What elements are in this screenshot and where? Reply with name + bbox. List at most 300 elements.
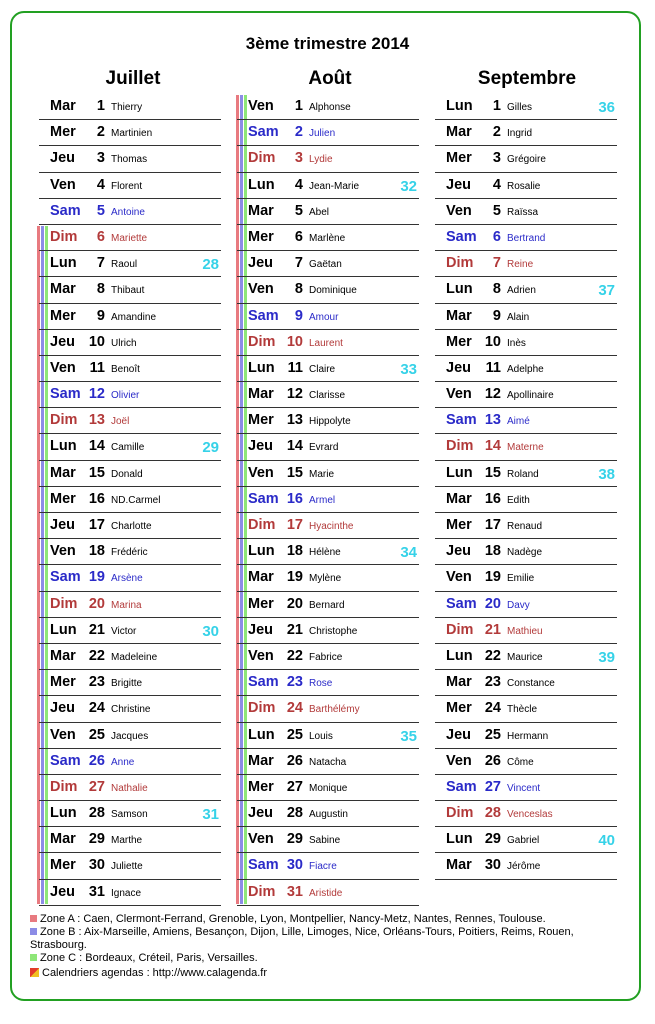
day-number: 23 bbox=[286, 674, 303, 691]
weekday-label: Ven bbox=[446, 202, 472, 219]
day-number: 20 bbox=[286, 595, 303, 612]
weekday-label: Ven bbox=[50, 176, 76, 193]
saint-name: Claire bbox=[309, 363, 336, 375]
day-number: 27 bbox=[484, 778, 501, 795]
day-row bbox=[435, 618, 617, 644]
weekday-label: Lun bbox=[446, 464, 473, 481]
saint-name: Donald bbox=[111, 468, 143, 480]
day-row bbox=[237, 94, 419, 120]
day-row bbox=[435, 120, 617, 146]
day-number: 4 bbox=[492, 176, 501, 193]
weekday-label: Sam bbox=[50, 569, 81, 586]
day-row bbox=[435, 644, 617, 670]
week-number: 39 bbox=[598, 648, 615, 666]
day-number: 2 bbox=[96, 124, 105, 141]
saint-name: Brigitte bbox=[111, 678, 143, 690]
weekday-label: Mar bbox=[446, 307, 472, 324]
day-row bbox=[237, 199, 419, 225]
day-row bbox=[435, 723, 617, 749]
day-row bbox=[237, 434, 419, 460]
day-row bbox=[435, 801, 617, 827]
day-row bbox=[435, 565, 617, 591]
saint-name: Ignace bbox=[111, 887, 142, 899]
saint-name: Julien bbox=[309, 128, 336, 140]
day-row bbox=[39, 199, 221, 225]
weekday-label: Sam bbox=[446, 595, 477, 612]
saint-name: Victor bbox=[111, 625, 137, 637]
day-row bbox=[39, 565, 221, 591]
weekday-label: Ven bbox=[248, 831, 274, 848]
saint-name: Frédéric bbox=[111, 547, 148, 559]
day-row bbox=[237, 120, 419, 146]
day-number: 6 bbox=[492, 228, 501, 245]
weekday-label: Ven bbox=[248, 647, 274, 664]
day-row bbox=[435, 173, 617, 199]
weekday-label: Lun bbox=[248, 359, 275, 376]
day-number: 24 bbox=[286, 700, 303, 717]
day-number: 10 bbox=[88, 333, 105, 350]
day-row bbox=[39, 330, 221, 356]
saint-name: Hélène bbox=[309, 547, 341, 559]
weekday-label: Sam bbox=[248, 124, 279, 141]
weekday-label: Ven bbox=[50, 359, 76, 376]
weekday-label: Lun bbox=[446, 98, 473, 114]
day-number: 7 bbox=[294, 255, 303, 272]
legend-zone-c bbox=[30, 952, 630, 965]
saint-name: Adrien bbox=[507, 285, 536, 297]
zone-a-text: Zone A : Caen, Clermont-Ferrand, Grenoble, Lyon, Montpellier, Nancy-Metz, Nantes, Rennes, Toulouse. bbox=[40, 913, 546, 925]
day-number: 11 bbox=[485, 359, 501, 376]
saint-name: Venceslas bbox=[507, 809, 553, 821]
week-number: 36 bbox=[598, 99, 615, 116]
saint-name: Adelphe bbox=[507, 363, 544, 375]
day-row bbox=[237, 539, 419, 565]
weekday-label: Jeu bbox=[248, 255, 273, 272]
saint-name: Amandine bbox=[111, 311, 157, 323]
saint-name: Marlène bbox=[309, 232, 346, 244]
day-number: 16 bbox=[484, 490, 501, 507]
day-number: 20 bbox=[484, 595, 501, 612]
weekday-label: Lun bbox=[446, 831, 473, 848]
weekday-label: Dim bbox=[446, 255, 474, 272]
weekday-label: Jeu bbox=[446, 176, 471, 193]
saint-name: Camille bbox=[111, 442, 145, 454]
day-number: 30 bbox=[484, 857, 501, 874]
saint-name: Gaëtan bbox=[309, 259, 342, 271]
day-row bbox=[237, 565, 419, 591]
day-row bbox=[435, 199, 617, 225]
weekday-label: Mar bbox=[50, 647, 76, 664]
zone-legend bbox=[30, 913, 630, 980]
weekday-label: Dim bbox=[446, 438, 474, 455]
saint-name: Nathalie bbox=[111, 782, 148, 794]
day-number: 31 bbox=[88, 883, 105, 900]
weekday-label: Mar bbox=[248, 752, 274, 769]
day-number: 13 bbox=[88, 412, 105, 429]
day-number: 3 bbox=[294, 150, 303, 167]
day-number: 24 bbox=[88, 700, 105, 717]
day-number: 22 bbox=[484, 647, 501, 664]
day-row bbox=[39, 487, 221, 513]
saint-name: Davy bbox=[507, 599, 530, 611]
saint-name: Grégoire bbox=[507, 154, 546, 166]
saint-name: Bernard bbox=[309, 599, 345, 611]
saint-name: Rosalie bbox=[507, 180, 541, 192]
saint-name: Clarisse bbox=[309, 390, 346, 402]
day-row bbox=[237, 749, 419, 775]
day-number: 17 bbox=[484, 517, 501, 533]
week-number: 29 bbox=[202, 439, 219, 457]
day-row bbox=[435, 408, 617, 434]
weekday-label: Mer bbox=[50, 307, 76, 324]
saint-name: Amour bbox=[309, 311, 339, 323]
day-row bbox=[237, 775, 419, 801]
legend-zone-a bbox=[30, 913, 630, 926]
weekday-label: Mer bbox=[248, 228, 274, 245]
week-number: 37 bbox=[598, 282, 615, 300]
day-row bbox=[435, 225, 617, 251]
day-number: 12 bbox=[88, 386, 105, 403]
day-number: 8 bbox=[294, 281, 303, 298]
saint-name: Mathieu bbox=[507, 625, 543, 637]
day-number: 8 bbox=[492, 281, 501, 298]
day-row bbox=[435, 592, 617, 618]
weekday-label: Lun bbox=[446, 281, 473, 298]
day-number: 2 bbox=[294, 124, 303, 141]
day-row bbox=[237, 251, 419, 277]
day-number: 18 bbox=[286, 543, 303, 560]
day-number: 16 bbox=[88, 490, 105, 507]
weekday-label: Mer bbox=[248, 595, 274, 612]
weekday-label: Sam bbox=[248, 857, 279, 874]
weekday-label: Sam bbox=[446, 778, 477, 795]
saint-name: Mylène bbox=[309, 573, 342, 585]
day-number: 13 bbox=[484, 412, 501, 429]
weekday-label: Ven bbox=[446, 386, 472, 403]
saint-name: Olivier bbox=[111, 390, 140, 402]
weekday-label: Jeu bbox=[248, 621, 273, 638]
zone-b-text: Zone B : Aix-Marseille, Amiens, Besançon, Dijon, Lille, Limoges, Nice, Orléans-Tours, Poitiers, Reims, Rouen, Strasbourg. bbox=[30, 926, 574, 951]
weekday-label: Sam bbox=[248, 490, 279, 507]
weekday-label: Dim bbox=[248, 333, 276, 350]
weekday-label: Mer bbox=[248, 778, 274, 795]
saint-name: Marie bbox=[309, 468, 335, 480]
day-row bbox=[237, 382, 419, 408]
day-row bbox=[237, 723, 419, 749]
day-row bbox=[237, 356, 419, 382]
saint-name: Jérôme bbox=[507, 861, 541, 873]
weekday-label: Lun bbox=[50, 621, 77, 638]
saint-name: Raïssa bbox=[507, 206, 539, 218]
day-number: 7 bbox=[492, 255, 501, 272]
day-row bbox=[237, 146, 419, 172]
day-row bbox=[237, 801, 419, 827]
saint-name: Materne bbox=[507, 442, 544, 454]
day-row bbox=[237, 487, 419, 513]
month-title-septembre: Septembre bbox=[477, 68, 577, 89]
day-number: 26 bbox=[286, 752, 303, 769]
weekday-label: Dim bbox=[50, 412, 78, 429]
day-row bbox=[237, 696, 419, 722]
saint-name: Fiacre bbox=[309, 861, 337, 873]
weekday-label: Ven bbox=[248, 98, 274, 114]
day-row bbox=[435, 434, 617, 460]
day-row bbox=[435, 146, 617, 172]
day-row bbox=[39, 461, 221, 487]
day-row bbox=[237, 277, 419, 303]
weekday-label: Mar bbox=[446, 857, 472, 874]
day-row bbox=[39, 853, 221, 879]
weekday-label: Ven bbox=[50, 543, 76, 560]
week-number: 31 bbox=[202, 806, 219, 824]
day-number: 11 bbox=[89, 359, 105, 376]
saint-name: Jacques bbox=[111, 730, 149, 742]
weekday-label: Jeu bbox=[248, 805, 273, 822]
weekday-label: Mar bbox=[446, 124, 472, 141]
saint-name: Benoît bbox=[111, 363, 140, 375]
weekday-label: Mar bbox=[50, 98, 76, 114]
day-row bbox=[435, 277, 617, 303]
weekday-label: Ven bbox=[446, 752, 472, 769]
day-number: 21 bbox=[88, 621, 105, 638]
day-number: 17 bbox=[88, 517, 105, 533]
day-row bbox=[39, 670, 221, 696]
day-number: 26 bbox=[88, 752, 105, 769]
saint-name: Florent bbox=[111, 180, 143, 192]
weekday-label: Mer bbox=[50, 490, 76, 507]
day-row bbox=[39, 827, 221, 853]
week-number: 32 bbox=[400, 177, 417, 195]
weekday-label: Mer bbox=[446, 150, 472, 167]
day-row bbox=[39, 146, 221, 172]
saint-name: Evrard bbox=[309, 442, 339, 454]
saint-name: Emilie bbox=[507, 573, 535, 585]
weekday-label: Mar bbox=[50, 464, 76, 481]
day-row bbox=[39, 173, 221, 199]
saint-name: Renaud bbox=[507, 521, 543, 532]
day-number: 18 bbox=[88, 543, 105, 560]
day-row bbox=[435, 461, 617, 487]
saint-name: Joël bbox=[111, 416, 130, 428]
weekday-label: Mar bbox=[248, 202, 274, 219]
week-number: 40 bbox=[598, 832, 615, 850]
weekday-label: Dim bbox=[50, 778, 78, 795]
month-title-aout: Août bbox=[308, 68, 352, 89]
weekday-label: Sam bbox=[248, 674, 279, 691]
day-row bbox=[39, 434, 221, 460]
day-number: 14 bbox=[286, 438, 303, 455]
saint-name: Roland bbox=[507, 468, 539, 480]
month-column-juillet bbox=[39, 94, 221, 906]
day-row bbox=[237, 461, 419, 487]
day-number: 4 bbox=[96, 176, 105, 193]
flag-icon bbox=[30, 968, 39, 977]
day-row bbox=[39, 304, 221, 330]
day-row bbox=[435, 853, 617, 879]
weekday-label: Lun bbox=[50, 255, 77, 272]
weekday-label: Ven bbox=[50, 726, 76, 743]
weekday-label: Mer bbox=[446, 517, 472, 533]
day-number: 19 bbox=[286, 569, 303, 586]
day-number: 31 bbox=[286, 883, 303, 900]
weekday-label: Mer bbox=[248, 412, 274, 429]
day-number: 4 bbox=[294, 176, 303, 193]
day-row bbox=[39, 539, 221, 565]
weekday-label: Mer bbox=[446, 333, 472, 350]
day-number: 24 bbox=[484, 700, 501, 717]
weekday-label: Sam bbox=[50, 202, 81, 219]
weekday-label: Mar bbox=[248, 569, 274, 586]
day-number: 28 bbox=[286, 805, 303, 822]
saint-name: Charlotte bbox=[111, 521, 152, 532]
saint-name: Hyacinthe bbox=[309, 521, 354, 532]
weekday-label: Ven bbox=[248, 464, 274, 481]
day-number: 12 bbox=[286, 386, 303, 403]
saint-name: Jean-Marie bbox=[309, 180, 360, 192]
saint-name: Raoul bbox=[111, 259, 138, 271]
site-link[interactable]: Calendriers agendas : http://www.calagenda.fr bbox=[42, 967, 268, 979]
day-number: 28 bbox=[484, 805, 501, 822]
saint-name: Marina bbox=[111, 599, 142, 611]
day-number: 18 bbox=[484, 543, 501, 560]
day-row bbox=[39, 356, 221, 382]
weekday-label: Mer bbox=[50, 674, 76, 691]
day-number: 6 bbox=[294, 228, 303, 245]
day-row bbox=[237, 670, 419, 696]
weekday-label: Mer bbox=[50, 124, 76, 141]
day-number: 25 bbox=[286, 726, 303, 743]
day-row bbox=[237, 225, 419, 251]
saint-name: Anne bbox=[111, 756, 135, 768]
day-row bbox=[237, 513, 419, 539]
weekday-label: Jeu bbox=[50, 333, 75, 350]
week-number: 35 bbox=[400, 727, 417, 745]
saint-name: Juliette bbox=[111, 861, 143, 873]
saint-name: Armel bbox=[309, 494, 336, 506]
day-row bbox=[237, 304, 419, 330]
day-number: 15 bbox=[286, 464, 303, 481]
day-number: 19 bbox=[88, 569, 105, 586]
day-row bbox=[435, 356, 617, 382]
day-number: 29 bbox=[484, 831, 501, 848]
day-number: 30 bbox=[286, 857, 303, 874]
saint-name: Thècle bbox=[507, 704, 538, 716]
day-number: 6 bbox=[96, 228, 105, 245]
weekday-label: Mar bbox=[446, 490, 472, 507]
page-title: 3ème trimestre 2014 bbox=[245, 34, 410, 53]
weekday-label: Sam bbox=[446, 228, 477, 245]
day-row bbox=[237, 330, 419, 356]
day-row bbox=[39, 618, 221, 644]
day-number: 25 bbox=[484, 726, 501, 743]
day-number: 14 bbox=[484, 438, 501, 455]
day-number: 20 bbox=[88, 595, 105, 612]
day-number: 30 bbox=[88, 857, 105, 874]
saint-name: Reine bbox=[507, 259, 534, 271]
weekday-label: Lun bbox=[50, 438, 77, 455]
weekday-label: Jeu bbox=[50, 517, 75, 533]
day-row bbox=[39, 775, 221, 801]
saint-name: Christine bbox=[111, 704, 151, 716]
weekday-label: Jeu bbox=[50, 150, 75, 167]
weekday-label: Jeu bbox=[248, 438, 273, 455]
saint-name: Hermann bbox=[507, 730, 549, 742]
saint-name: Inès bbox=[507, 337, 526, 349]
day-row bbox=[39, 513, 221, 539]
weekday-label: Dim bbox=[248, 517, 276, 533]
day-row bbox=[435, 513, 617, 539]
saint-name: Vincent bbox=[507, 782, 541, 794]
day-number: 10 bbox=[286, 333, 303, 350]
day-row bbox=[39, 801, 221, 827]
saint-name: Fabrice bbox=[309, 651, 343, 663]
saint-name: Aimé bbox=[507, 416, 530, 428]
weekday-label: Dim bbox=[446, 621, 474, 638]
saint-name: Antoine bbox=[111, 206, 145, 218]
saint-name: Alain bbox=[507, 311, 530, 323]
day-row bbox=[237, 592, 419, 618]
day-number: 10 bbox=[484, 333, 501, 350]
day-row bbox=[39, 723, 221, 749]
day-row bbox=[435, 94, 617, 120]
day-number: 9 bbox=[96, 307, 105, 324]
saint-name: Louis bbox=[309, 730, 333, 742]
month-column-septembre bbox=[435, 94, 617, 880]
weekday-label: Dim bbox=[248, 700, 276, 717]
legend-site[interactable] bbox=[30, 967, 630, 980]
saint-name: Laurent bbox=[309, 337, 343, 349]
saint-name: Dominique bbox=[309, 285, 357, 297]
day-number: 5 bbox=[492, 202, 501, 219]
day-row bbox=[39, 277, 221, 303]
zone-c-text: Zone C : Bordeaux, Créteil, Paris, Versailles. bbox=[40, 952, 258, 964]
day-row bbox=[237, 618, 419, 644]
saint-name: Gilles bbox=[507, 102, 533, 113]
saint-name: Lydie bbox=[309, 154, 333, 166]
day-row bbox=[237, 853, 419, 879]
day-row bbox=[39, 94, 221, 120]
week-number: 28 bbox=[202, 256, 219, 274]
day-row bbox=[435, 330, 617, 356]
day-number: 1 bbox=[492, 98, 501, 114]
weekday-label: Dim bbox=[248, 883, 276, 900]
day-number: 9 bbox=[492, 307, 501, 324]
day-number: 16 bbox=[286, 490, 303, 507]
day-row bbox=[39, 749, 221, 775]
saint-name: Monique bbox=[309, 782, 348, 794]
week-number: 38 bbox=[598, 465, 615, 483]
day-number: 3 bbox=[96, 150, 105, 167]
week-number: 30 bbox=[202, 622, 219, 640]
day-number: 21 bbox=[484, 621, 501, 638]
weekday-label: Mar bbox=[446, 674, 472, 691]
weekday-label: Dim bbox=[50, 228, 78, 245]
weekday-label: Sam bbox=[50, 386, 81, 403]
saint-name: Nadège bbox=[507, 547, 543, 559]
weekday-label: Ven bbox=[446, 569, 472, 586]
week-number: 34 bbox=[400, 544, 417, 562]
saint-name: Edith bbox=[507, 494, 530, 506]
saint-name: Marthe bbox=[111, 835, 143, 847]
legend-zone-b bbox=[30, 926, 630, 952]
saint-name: Côme bbox=[507, 756, 534, 768]
day-number: 13 bbox=[286, 412, 303, 429]
saint-name: Ingrid bbox=[507, 128, 533, 140]
day-number: 17 bbox=[286, 517, 303, 533]
saint-name: Aristide bbox=[309, 887, 343, 899]
saint-name: Augustin bbox=[309, 809, 348, 821]
day-number: 14 bbox=[88, 438, 105, 455]
